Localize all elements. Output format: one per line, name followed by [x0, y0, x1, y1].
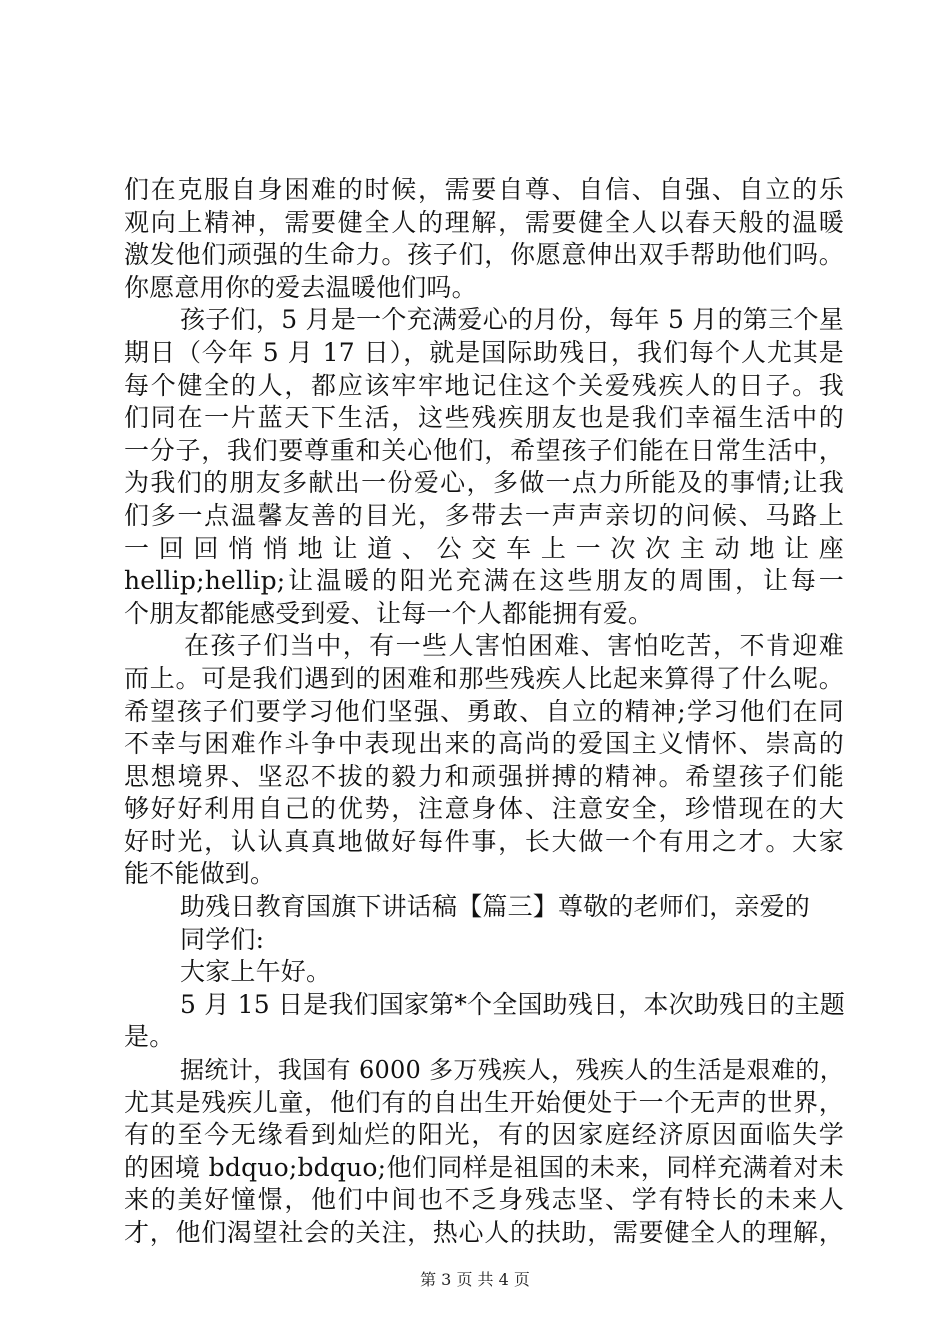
text-line: 够好好利用自己的优势，注意身体、注意安全，珍惜现在的大 — [124, 794, 844, 824]
text-line: 一 回 回 悄 悄 地 让 道 、 公 交 车 上 一 次 次 主 动 地 让 座 — [124, 533, 844, 563]
text-line: 同学们: — [180, 924, 265, 954]
text-line: 是。 — [124, 1022, 175, 1052]
text-line: 孩子们，5 月是一个充满爱心的月份，每年 5 月的第三个星 — [180, 305, 844, 335]
text-line: 好时光，认认真真地做好每件事，长大做一个有用之才。大家 — [124, 826, 844, 856]
text-line: 而上。可是我们遇到的困难和那些残疾人比起来算得了什么呢。 — [124, 663, 844, 693]
text-line: hellip;hellip;让温暖的阳光充满在这些朋友的周围，让每一 — [124, 566, 844, 596]
page-footer: 第 3 页 共 4 页 — [420, 1270, 530, 1289]
document-body — [124, 174, 844, 1250]
text-line: 才，他们渴望社会的关注，热心人的扶助，需要健全人的理解， — [124, 1218, 844, 1247]
text-line: 大家上午好。 — [180, 957, 332, 987]
text-line: 不幸与困难作斗争中表现出来的高尚的爱国主义情怀、崇高的 — [124, 729, 844, 759]
text-line: 有的至今无缘看到灿烂的阳光，有的因家庭经济原因面临失学 — [124, 1120, 844, 1150]
text-line: 们多一点温馨友善的目光，多带去一声声亲切的问候、马路上 — [124, 500, 844, 530]
text-line: 的困境 bdquo;bdquo;他们同样是祖国的未来，同样充满着对未 — [124, 1152, 844, 1182]
text-line: 尤其是残疾儿童，他们有的自出生开始便处于一个无声的世界， — [124, 1087, 844, 1117]
text-line: 们在克服自身困难的时候，需要自尊、自信、自强、自立的乐 — [124, 175, 844, 204]
text-line: 你愿意用你的爱去温暖他们吗。 — [124, 272, 477, 302]
text-line: 激发他们顽强的生命力。孩子们，你愿意伸出双手帮助他们吗。 — [124, 240, 844, 270]
text-line: 能不能做到。 — [124, 859, 276, 889]
text-line: 为我们的朋友多献出一份爱心，多做一点力所能及的事情;让我 — [124, 468, 844, 498]
text-line: 来的美好憧憬，他们中间也不乏身残志坚、学有特长的未来人 — [124, 1185, 844, 1215]
text-line: 5 月 15 日是我们国家第*个全国助残日，本次助残日的主题 — [180, 989, 846, 1019]
text-line: 每个健全的人，都应该牢牢地记住这个关爱残疾人的日子。我 — [124, 370, 844, 400]
text-line: 一分子，我们要尊重和关心他们，希望孩子们能在日常生活中， — [124, 435, 844, 465]
text-line: 思想境界、坚忍不拔的毅力和顽强拼搏的精神。希望孩子们能 — [124, 761, 844, 791]
text-line: 期日（今年 5 月 17 日），就是国际助残日，我们每个人尤其是 — [124, 337, 844, 367]
text-line: 助残日教育国旗下讲话稿【篇三】尊敬的老师们，亲爱的 — [180, 892, 811, 922]
text-line: 希望孩子们要学习他们坚强、勇敢、自立的精神;学习他们在同 — [124, 696, 844, 726]
text-line: 观向上精神，需要健全人的理解，需要健全人以春天般的温暖 — [124, 207, 844, 237]
text-line: 个朋友都能感受到爱、让每一个人都能拥有爱。 — [124, 598, 654, 628]
text-line: 在孩子们当中，有一些人害怕困难、害怕吃苦，不肯迎难 — [184, 631, 844, 661]
text-line: 据统计，我国有 6000 多万残疾人，残疾人的生活是艰难的， — [180, 1056, 844, 1085]
text-line: 们同在一片蓝天下生活，这些残疾朋友也是我们幸福生活中的 — [124, 403, 844, 433]
